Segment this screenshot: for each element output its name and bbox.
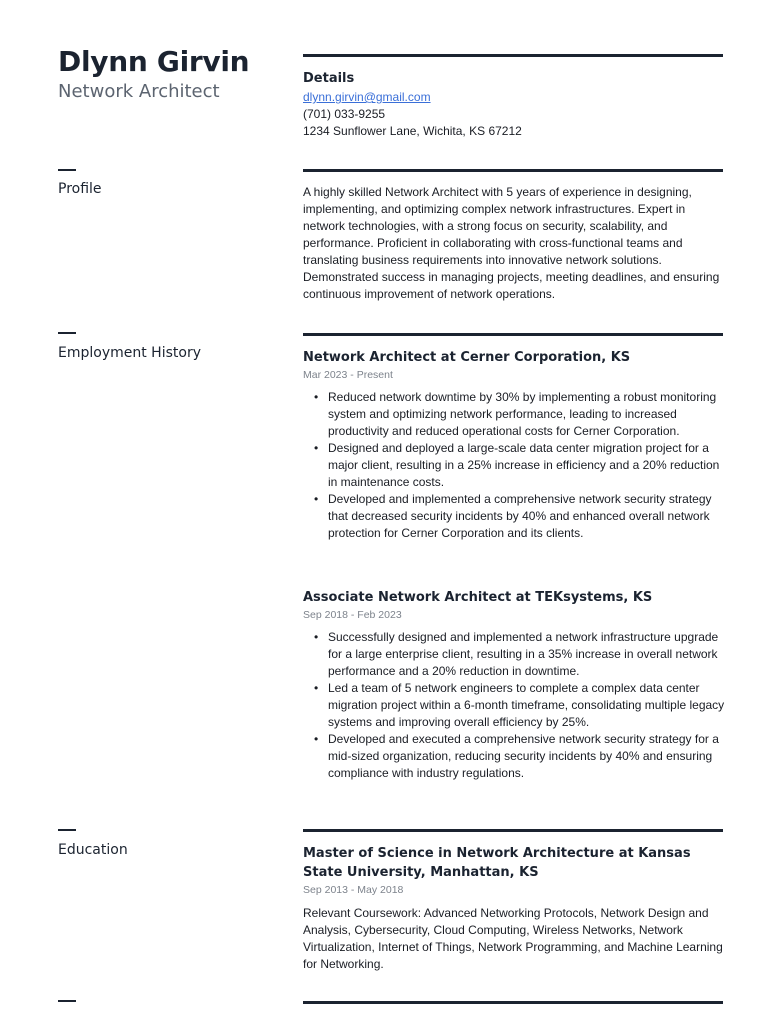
education-dates: Sep 2013 - May 2018 [303, 884, 404, 896]
job-bullet: • Successfully designed and implemented a network infrastructure upgrade for a large enterprise client, resulting in a 35% increase in overall network performance and a 20% reduction in downtime. [303, 629, 725, 680]
education-rule [303, 829, 723, 832]
employment-label: Employment History [58, 345, 201, 361]
profile-dash [58, 169, 76, 171]
details-rule [303, 54, 723, 57]
profile-label: Profile [58, 181, 102, 197]
profile-rule [303, 169, 723, 172]
job-dates: Mar 2023 - Present [303, 369, 393, 381]
next-section-dash [58, 1000, 76, 1002]
job-bullet: • Designed and deployed a large-scale data center migration project for a major client, resulting in a 25% increase in efficiency and a 20% reduction in maintenance costs. [303, 440, 725, 491]
profile-text: A highly skilled Network Architect with 5 years of experience in designing, implementing, and optimizing complex network infrastructures. Expert in network technologies, with a strong focus on security, scalability, and performance. Proficient in collaborating with cross-functional teams and translating business requirements into innovative network solutions. Demonstrated success in managing projects, meeting deadlines, and ensuring continuous improvement of network operations. [303, 185, 720, 301]
phone-number: (701) 033-9255 [303, 107, 386, 121]
next-section-rule [303, 1001, 723, 1004]
education-entry [303, 844, 725, 973]
job-title: Associate Network Architect at TEKsystems, KS [303, 590, 653, 605]
address: 1234 Sunflower Lane, Wichita, KS 67212 [303, 124, 522, 138]
job-dates: Sep 2018 - Feb 2023 [303, 609, 402, 621]
education-label: Education [58, 842, 128, 858]
job-entry [303, 348, 725, 542]
job-bullet: • Developed and implemented a comprehensive network security strategy that decreased security incidents by 40% and enhanced overall network protection for Cerner Corporation and its clients. [303, 491, 725, 542]
job-bullets [303, 629, 725, 782]
email-link[interactable]: dlynn.girvin@gmail.com [303, 90, 431, 104]
job-bullet: • Led a team of 5 network engineers to complete a complex data center migration project within a 6-month timeframe, consolidating multiple legacy systems and improving overall efficiency by 25%. [303, 680, 725, 731]
details-title: Details [303, 71, 355, 86]
candidate-role: Network Architect [58, 81, 220, 102]
job-title: Network Architect at Cerner Corporation, KS [303, 350, 631, 365]
job-bullets [303, 389, 725, 542]
education-text: Relevant Coursework: Advanced Networking Protocols, Network Design and Analysis, Cybersecurity, Cloud Computing, Wireless Networks, Network Virtualization, Internet of Things, Network Programming, and Machine Learning for Networking. [303, 906, 723, 971]
employment-rule [303, 333, 723, 336]
candidate-name: Dlynn Girvin [58, 45, 250, 78]
employment-dash [58, 332, 76, 334]
resume-header [58, 44, 288, 104]
job-bullet: • Developed and executed a comprehensive network security strategy for a mid-sized organization, reducing security incidents by 40% and ensuring compliance with industry regulations. [303, 731, 725, 782]
job-entry [303, 588, 725, 782]
education-title: Master of Science in Network Architecture at Kansas State University, Manhattan, KS [303, 846, 691, 880]
education-dash [58, 829, 76, 831]
job-bullet: • Reduced network downtime by 30% by implementing a robust monitoring system and optimizing network performance, leading to increased productivity and reduced operational costs for Cerner Corporation. [303, 389, 725, 440]
details-section [303, 69, 725, 140]
